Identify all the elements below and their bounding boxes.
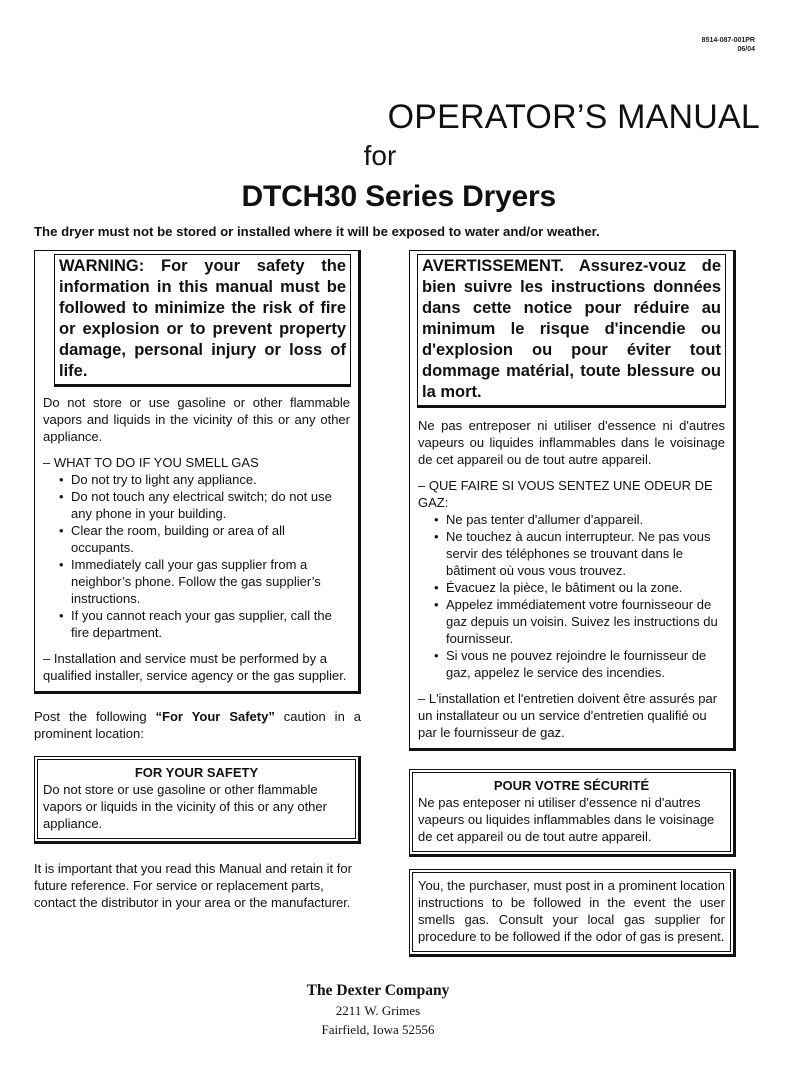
retain-manual-text: It is important that you read this Manual and retain it for future reference. For service or replacement parts, contact the distributor in your area or the manufacturer. xyxy=(34,861,352,910)
french-installation-text: – L'installation et l'entretien doivent être assurés par un installateur ou un service d'entretien qualifié ou par le fournisseur de gaz. xyxy=(418,691,718,740)
manual-title: OPERATOR’S MANUAL xyxy=(387,98,760,136)
company-block xyxy=(0,981,756,1039)
company-street: 2211 W. Grimes xyxy=(335,1003,421,1018)
post-instruction-prefix: Post the following xyxy=(34,709,156,724)
french-gas-step: • Ne touchez à aucun interrupteur. Ne pas vous servir des téléphones se trouvant dans le bâtiment où vous vous trouvez. xyxy=(446,528,725,579)
english-gas-step: • Clear the room, building or area of all occupants. xyxy=(71,522,350,556)
english-installation-text: – Installation and service must be performed by a qualified installer, service agency or the gas supplier. xyxy=(43,651,347,683)
french-warning-heading: AVERTISSEMENT. Assurez-vouz de bien suivre les instructions données dans cette notice pour réduire au minimum le risque d'incendie ou d'explosion ou pour éviter tout dommage matérial, toute blessure ou la mort. xyxy=(417,254,726,408)
english-safety-box xyxy=(34,756,361,844)
french-safety-text: Ne pas enteposer ni utiliser d'essence ni d'autres vapeurs ou liquides inflammables dans le voisinage de cet appareil ou de tout autre appareil. xyxy=(418,795,715,844)
company-city: Fairfield, Iowa 52556 xyxy=(321,1022,435,1037)
purchaser-notice-text: You, the purchaser, must post in a prominent location instructions to be followed in the event the user smells gas. Consult your local gas supplier for procedure to be followed if the odor of gas is present. xyxy=(412,872,731,952)
french-safety-box xyxy=(409,769,736,857)
document-number: 8514-087-001PR xyxy=(701,37,755,44)
document-date: 06/04 xyxy=(737,46,755,53)
french-gas-step: • Si vous ne pouvez rejoindre le fournisseur de gaz, appelez le service des incendies. xyxy=(446,647,725,681)
french-gas-step: • Appelez immédiatement votre fournisseour de gaz depuis un voisin. Suivez les instructions du fournisseur. xyxy=(446,596,725,647)
document-number-block xyxy=(702,36,755,54)
english-warning-body xyxy=(38,387,355,688)
english-safety-text: Do not store or use gasoline or other flammable vapors or liquids in the vicinity of this or any other appliance. xyxy=(43,782,327,831)
french-gas-step: • Évacuez la pièce, le bâtiment ou la zone. xyxy=(446,579,725,596)
purchaser-notice-box xyxy=(409,869,736,957)
company-name: The Dexter Company xyxy=(306,982,450,999)
french-safety-inner xyxy=(412,772,731,852)
post-instruction-suffix: caution in a prominent location: xyxy=(34,709,361,741)
english-warning-heading: WARNING: For your safety the information in this manual must be followed to minimize the risk of fire or explosion or to prevent property damage, personal injury or loss of life. xyxy=(54,254,351,387)
english-gas-heading: – WHAT TO DO IF YOU SMELL GAS xyxy=(43,455,259,470)
french-warning-box xyxy=(409,250,736,751)
post-instruction xyxy=(34,708,361,742)
manual-title-for: for xyxy=(363,140,397,171)
english-gas-step: • If you cannot reach your gas supplier, call the fire department. xyxy=(71,607,350,641)
french-gas-step: • Ne pas tenter d'allumer d'appareil. xyxy=(446,511,725,528)
english-safety-title: FOR YOUR SAFETY xyxy=(134,765,259,780)
english-warning-box xyxy=(34,250,361,694)
french-column xyxy=(409,250,736,957)
english-column xyxy=(34,250,361,911)
english-storage-text: Do not store or use gasoline or other flammable vapors and liquids in the vicinity of this or any other appliance. xyxy=(43,395,350,444)
english-safety-inner xyxy=(37,759,356,839)
english-gas-step: • Do not try to light any appliance. xyxy=(71,471,350,488)
post-instruction-bold: “For Your Safety” xyxy=(155,709,275,724)
french-storage-text: Ne pas entreposer ni utiliser d'essence ni d'autres vapeurs ou liquides inflammables dans le voisinage de cet appareil ou de tout autre appareil. xyxy=(418,418,725,467)
storage-notice: The dryer must not be stored or installed where it will be exposed to water and/or weather. xyxy=(34,224,600,239)
french-safety-title: POUR VOTRE SÉCURITÉ xyxy=(493,778,650,793)
french-gas-heading: – QUE FAIRE SI VOUS SENTEZ UNE ODEUR DE GAZ: xyxy=(418,478,713,510)
english-gas-steps xyxy=(43,471,350,641)
manual-product-title: DTCH30 Series Dryers xyxy=(241,180,556,213)
french-gas-steps xyxy=(418,511,725,681)
french-warning-body xyxy=(413,408,730,745)
english-gas-step: • Immediately call your gas supplier from a neighbor’s phone. Follow the gas supplier’s instructions. xyxy=(71,556,350,607)
english-gas-step: • Do not touch any electrical switch; do not use any phone in your building. xyxy=(71,488,350,522)
